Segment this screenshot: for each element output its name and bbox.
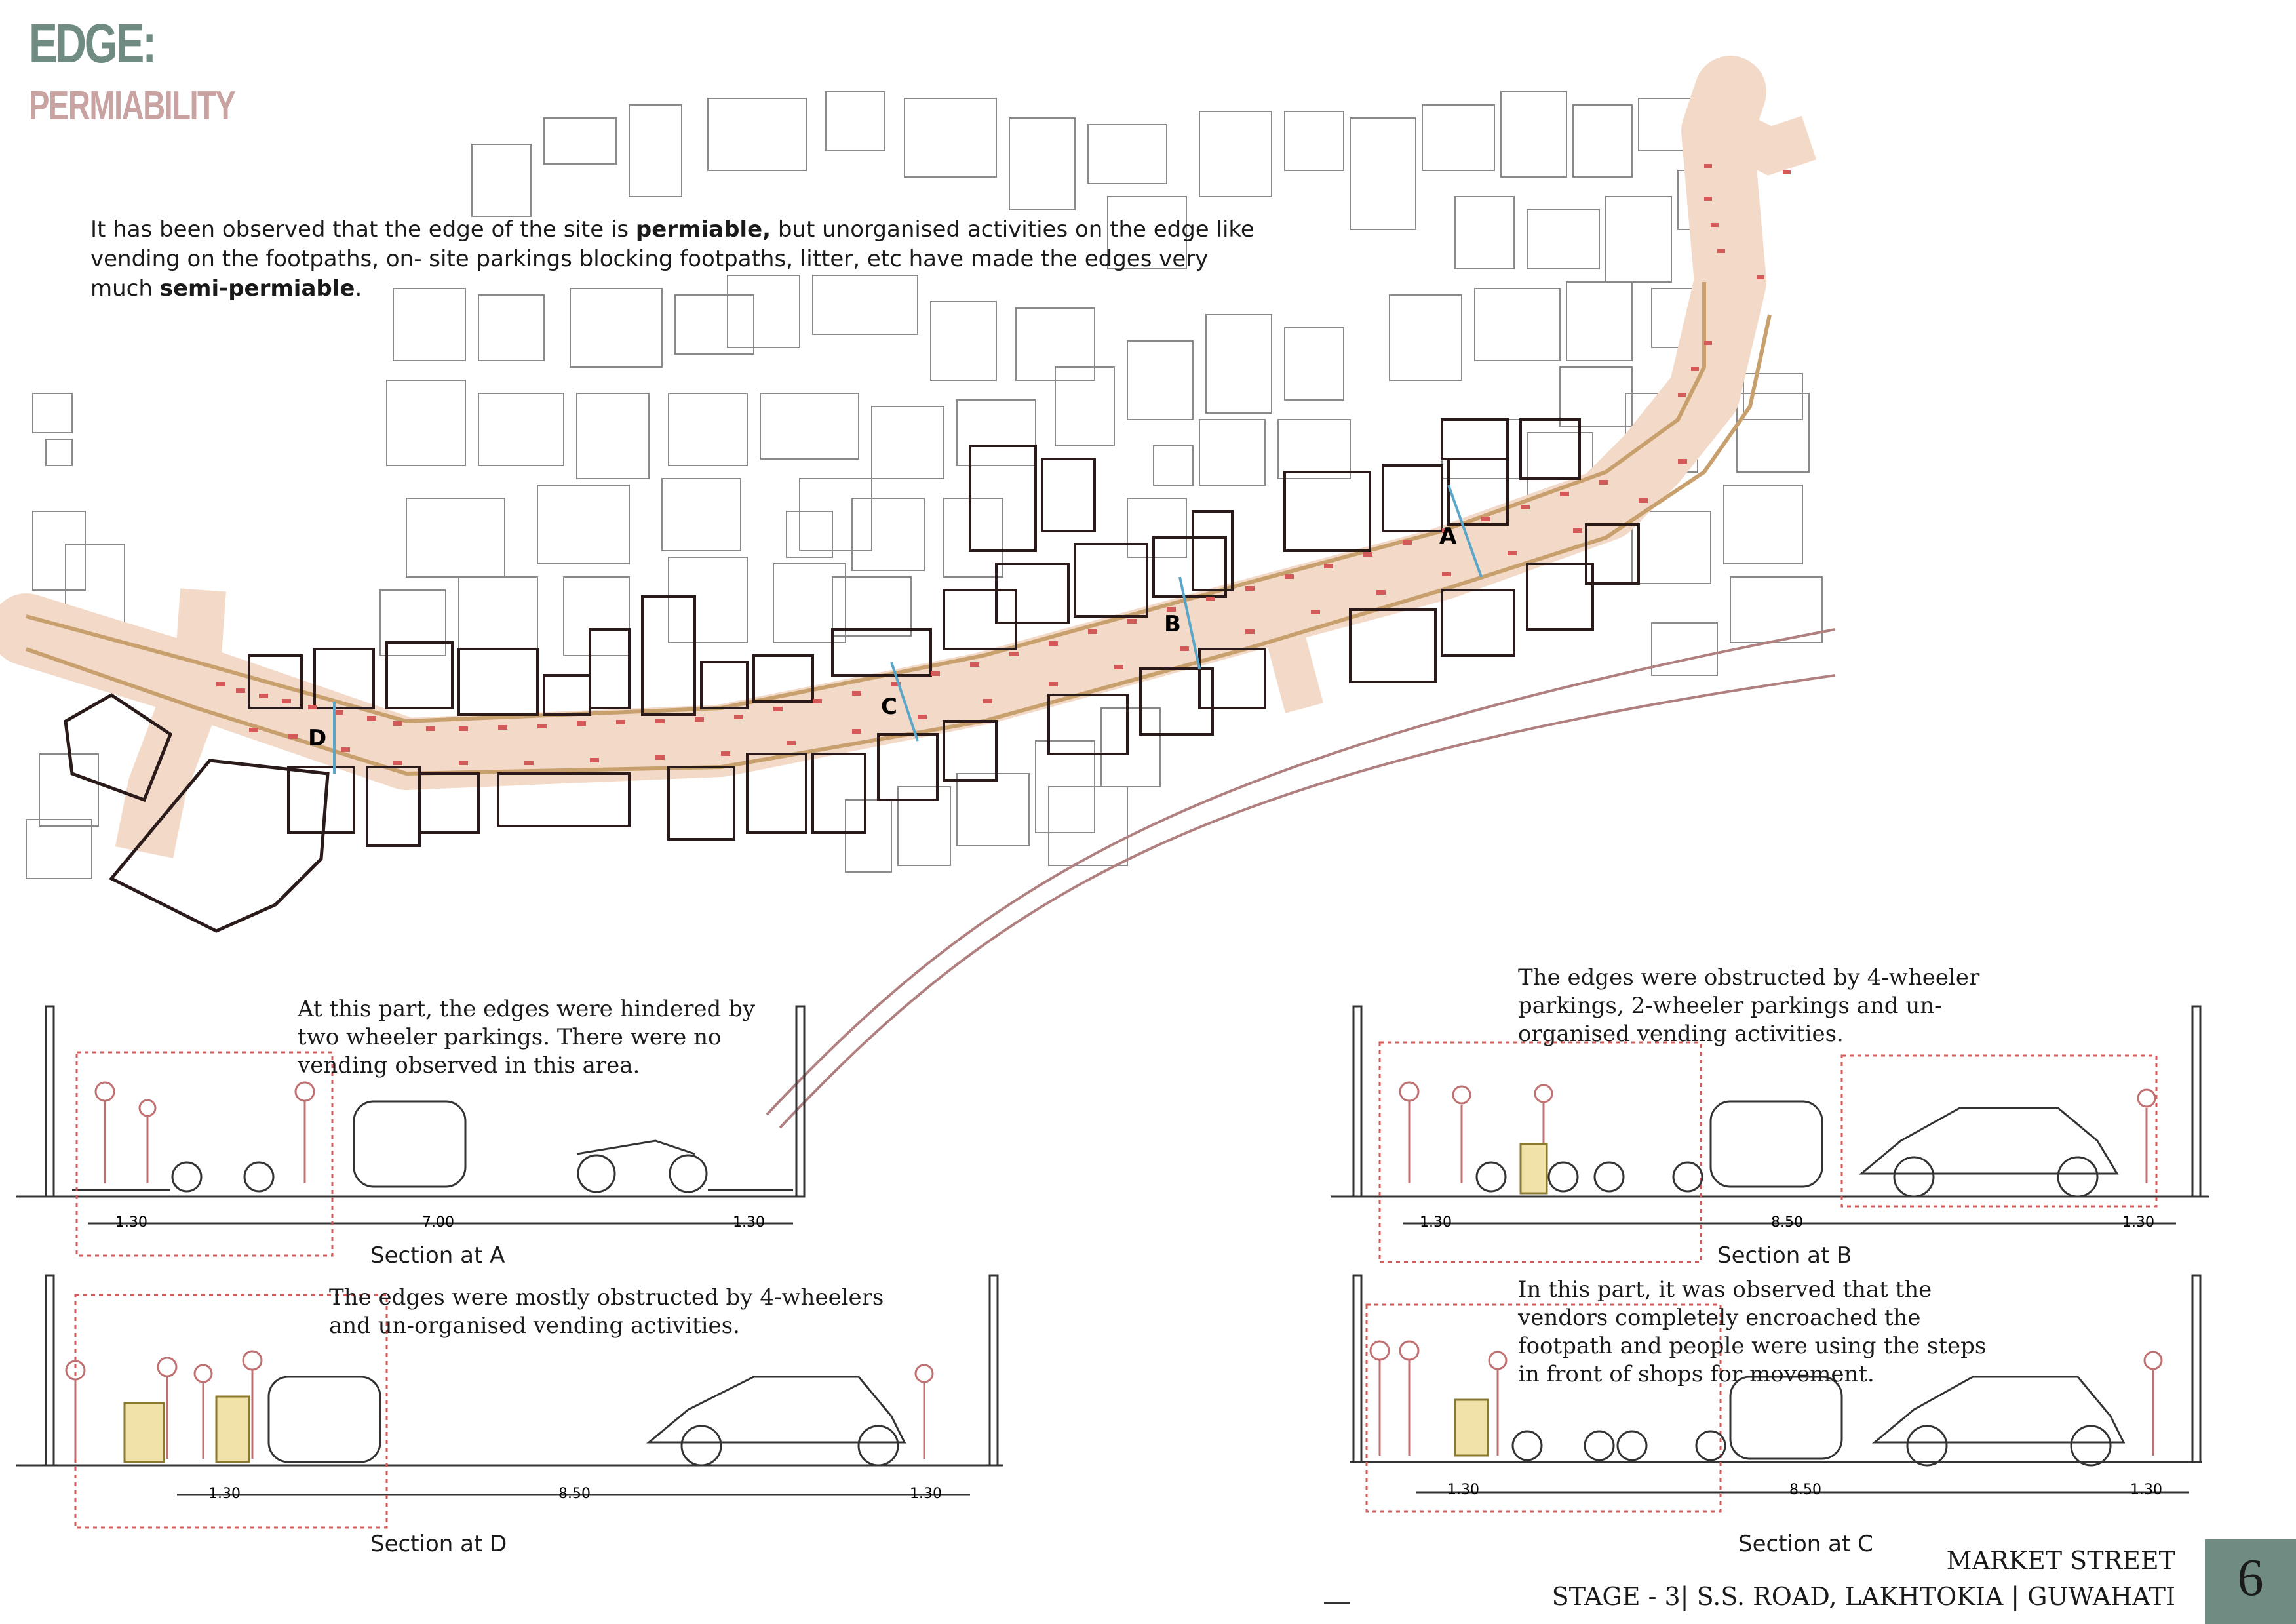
section-c-note: [1518, 1276, 1986, 1389]
section-a-note-line-1: At this part, the edges were hindered by: [298, 996, 756, 1022]
street-branch-4: [1278, 610, 1304, 708]
section-a-note-line-2: two wheeler parkings. There were no: [298, 1024, 722, 1050]
map-marker-a: A: [1439, 523, 1457, 549]
section-a-dim-right: 1.30: [733, 1214, 765, 1231]
section-d-note-line-2: and un-organised vending activities.: [329, 1313, 740, 1339]
map-marker-d: D: [308, 725, 327, 751]
intro-text-1: It has been observed that the edge of the site is: [90, 216, 636, 243]
section-a-note: [298, 995, 755, 1080]
section-c-title: Section at C: [1738, 1531, 1873, 1557]
page-title: EDGE:: [29, 12, 155, 74]
map-marker-b: B: [1164, 611, 1181, 637]
street-branch-3: [197, 590, 203, 682]
section-b-dim-left: 1.30: [1420, 1214, 1452, 1231]
page-subtitle: PERMIABILITY: [29, 83, 235, 129]
section-c-note-line-1: In this part, it was observed that the: [1518, 1277, 1932, 1303]
section-d-dim-right: 1.30: [910, 1486, 942, 1502]
section-d-title: Section at D: [370, 1531, 507, 1557]
section-c-dim-mid: 8.50: [1789, 1482, 1821, 1498]
section-b-note-line-1: The edges were obstructed by 4-wheeler: [1518, 964, 1980, 991]
section-c-dim-right: 1.30: [2130, 1482, 2162, 1498]
footer-title: MARKET STREET: [1946, 1546, 2175, 1575]
page-number: 6: [2237, 1549, 2264, 1607]
section-b-note: [1518, 964, 1979, 1048]
section-b-dim-mid: 8.50: [1771, 1214, 1803, 1231]
context-buildings: [26, 92, 1822, 879]
street-branch: [1730, 131, 1809, 151]
map-marker-c: C: [881, 694, 897, 720]
intro-paragraph: [90, 215, 1270, 304]
section-a-title: Section at A: [370, 1242, 505, 1269]
section-d-dim-mid: 8.50: [558, 1486, 591, 1502]
section-d-note: [329, 1284, 884, 1340]
section-b-dim-right: 1.30: [2122, 1214, 2154, 1231]
intro-bold-2: semi-permiable: [159, 275, 355, 302]
section-c-note-line-4: in front of shops for movement.: [1518, 1361, 1875, 1387]
section-a-dim-left: 1.30: [115, 1214, 147, 1231]
section-a-note-line-3: vending observed in this area.: [298, 1052, 640, 1079]
section-c-note-line-2: vendors completely encroached the: [1518, 1305, 1921, 1331]
section-d-dim-left: 1.30: [208, 1486, 241, 1502]
section-c-dim-left: 1.30: [1447, 1482, 1479, 1498]
section-a-dim-mid: 7.00: [422, 1214, 454, 1231]
footer-subtitle: STAGE - 3| S.S. ROAD, LAKHTOKIA | GUWAHATI: [1551, 1582, 2175, 1611]
intro-bold-1: permiable,: [635, 216, 771, 243]
section-d-note-line-1: The edges were mostly obstructed by 4-wheelers: [329, 1284, 884, 1311]
section-b-note-line-2: parkings, 2-wheeler parkings and un-: [1518, 993, 1942, 1019]
section-c-note-line-3: footpath and people were using the steps: [1518, 1333, 1987, 1359]
section-b-title: Section at B: [1717, 1242, 1852, 1269]
intro-text-3: .: [355, 275, 362, 302]
intro-text-2: but unorganised activities on the edge like vending on the footpaths, on- site parkings blocking footpaths, litter, etc have made the edges very much: [90, 216, 1255, 302]
section-b-note-line-3: organised vending activities.: [1518, 1021, 1844, 1047]
